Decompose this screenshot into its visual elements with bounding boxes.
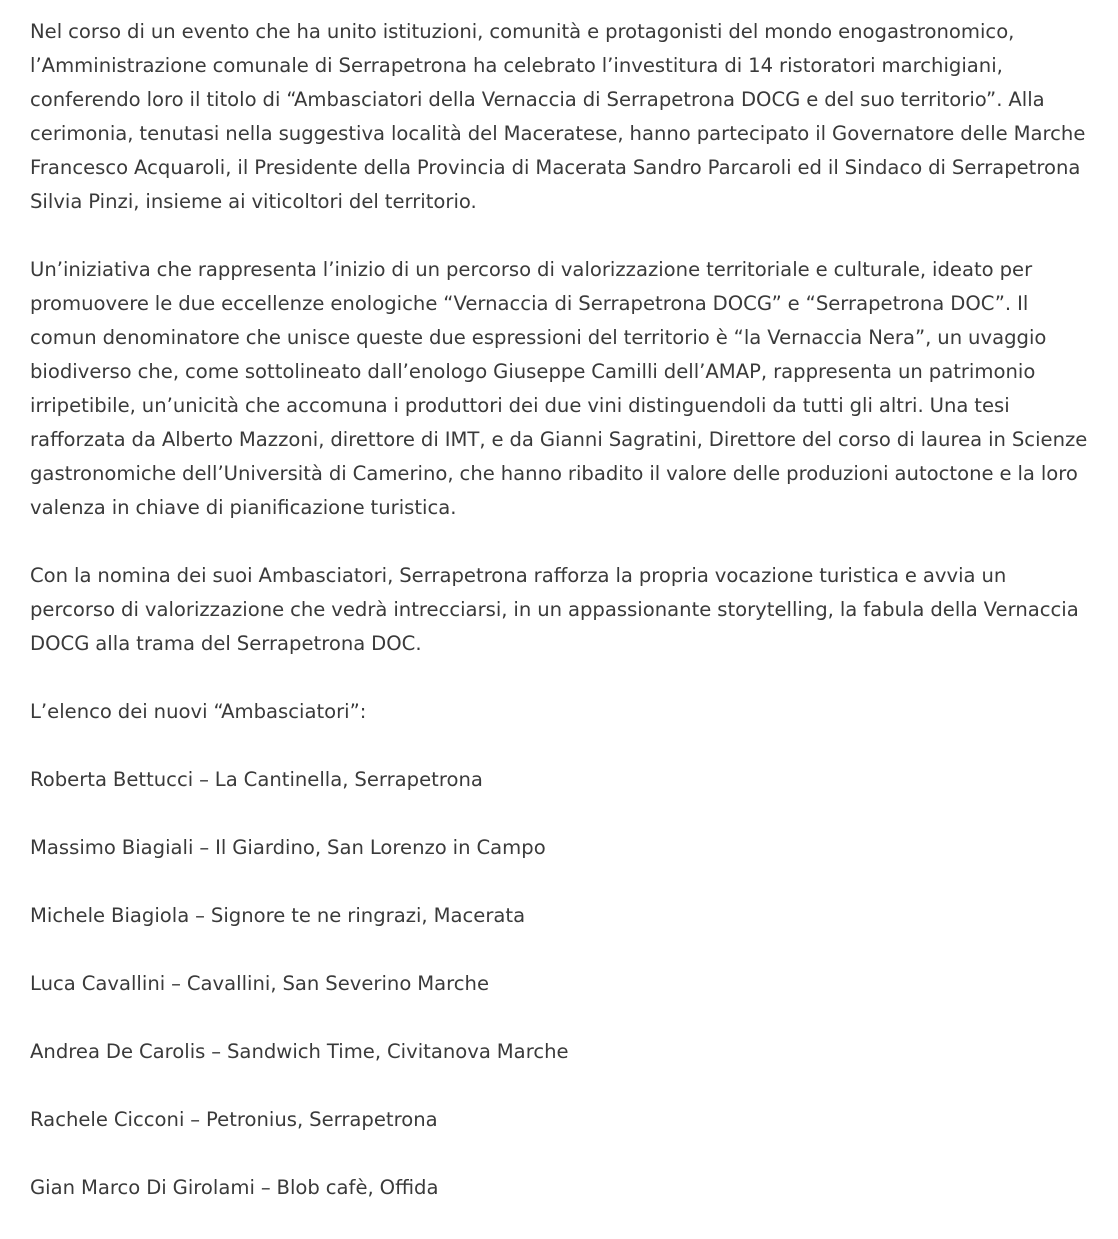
list-item: Roberta Bettucci – La Cantinella, Serrapetrona	[30, 768, 483, 791]
intro-paragraph: Nel corso di un evento che ha unito istituzioni, comunità e protagonisti del mondo enogastronomico, l’Amministrazione comunale di Serrapetrona ha celebrato l’investitura di 14 ristoratori marchigiani, conferendo loro il titolo di “Ambasciatori della Vernaccia di Serrapetrona DOCG e del suo territorio”. Alla cerimonia, tenutasi nella suggestiva località del Maceratese, hanno partecipato il Governatore delle Marche Francesco Acquaroli, il Presidente della Provincia di Macerata Sandro Parcaroli ed il Sindaco di Serrapetrona Silvia Pinzi, insieme ai viticoltori del territorio.	[30, 20, 1086, 213]
ambassador-list	[30, 763, 1090, 1205]
list-item: Michele Biagiola – Signore te ne ringrazi, Macerata	[30, 904, 526, 927]
list-item: Andrea De Carolis – Sandwich Time, Civitanova Marche	[30, 1040, 569, 1063]
list-item: Gian Marco Di Girolami – Blob cafè, Offida	[30, 1176, 439, 1199]
list-item: Massimo Biagiali – Il Giardino, San Lorenzo in Campo	[30, 836, 546, 859]
list-heading: L’elenco dei nuovi “Ambasciatori”:	[30, 700, 367, 723]
nomination-paragraph: Con la nomina dei suoi Ambasciatori, Serrapetrona rafforza la propria vocazione turistica e avvia un percorso di valorizzazione che vedrà intrecciarsi, in un appassionante storytelling, la fabula della Vernaccia DOCG alla trama del Serrapetrona DOC.	[30, 564, 1079, 655]
list-item: Rachele Cicconi – Petronius, Serrapetrona	[30, 1108, 438, 1131]
article-body	[30, 15, 1090, 1239]
initiative-paragraph: Un’iniziativa che rappresenta l’inizio di un percorso di valorizzazione territoriale e culturale, ideato per promuovere le due eccellenze enologiche “Vernaccia di Serrapetrona DOCG” e “Serrapetrona DOC”. Il comun denominatore che unisce queste due espressioni del territorio è “la Vernaccia Nera”, un uvaggio biodiverso che, come sottolineato dall’enologo Giuseppe Camilli dell’AMAP, rappresenta un patrimonio irripetibile, un’unicità che accomuna i produttori dei due vini distinguendoli da tutti gli altri. Una tesi rafforzata da Alberto Mazzoni, direttore di IMT, e da Gianni Sagratini, Direttore del corso di laurea in Scienze gastronomiche dell’Università di Camerino, che hanno ribadito il valore delle produzioni autoctone e la loro valenza in chiave di pianificazione turistica.	[30, 258, 1088, 519]
list-item: Luca Cavallini – Cavallini, San Severino Marche	[30, 972, 490, 995]
